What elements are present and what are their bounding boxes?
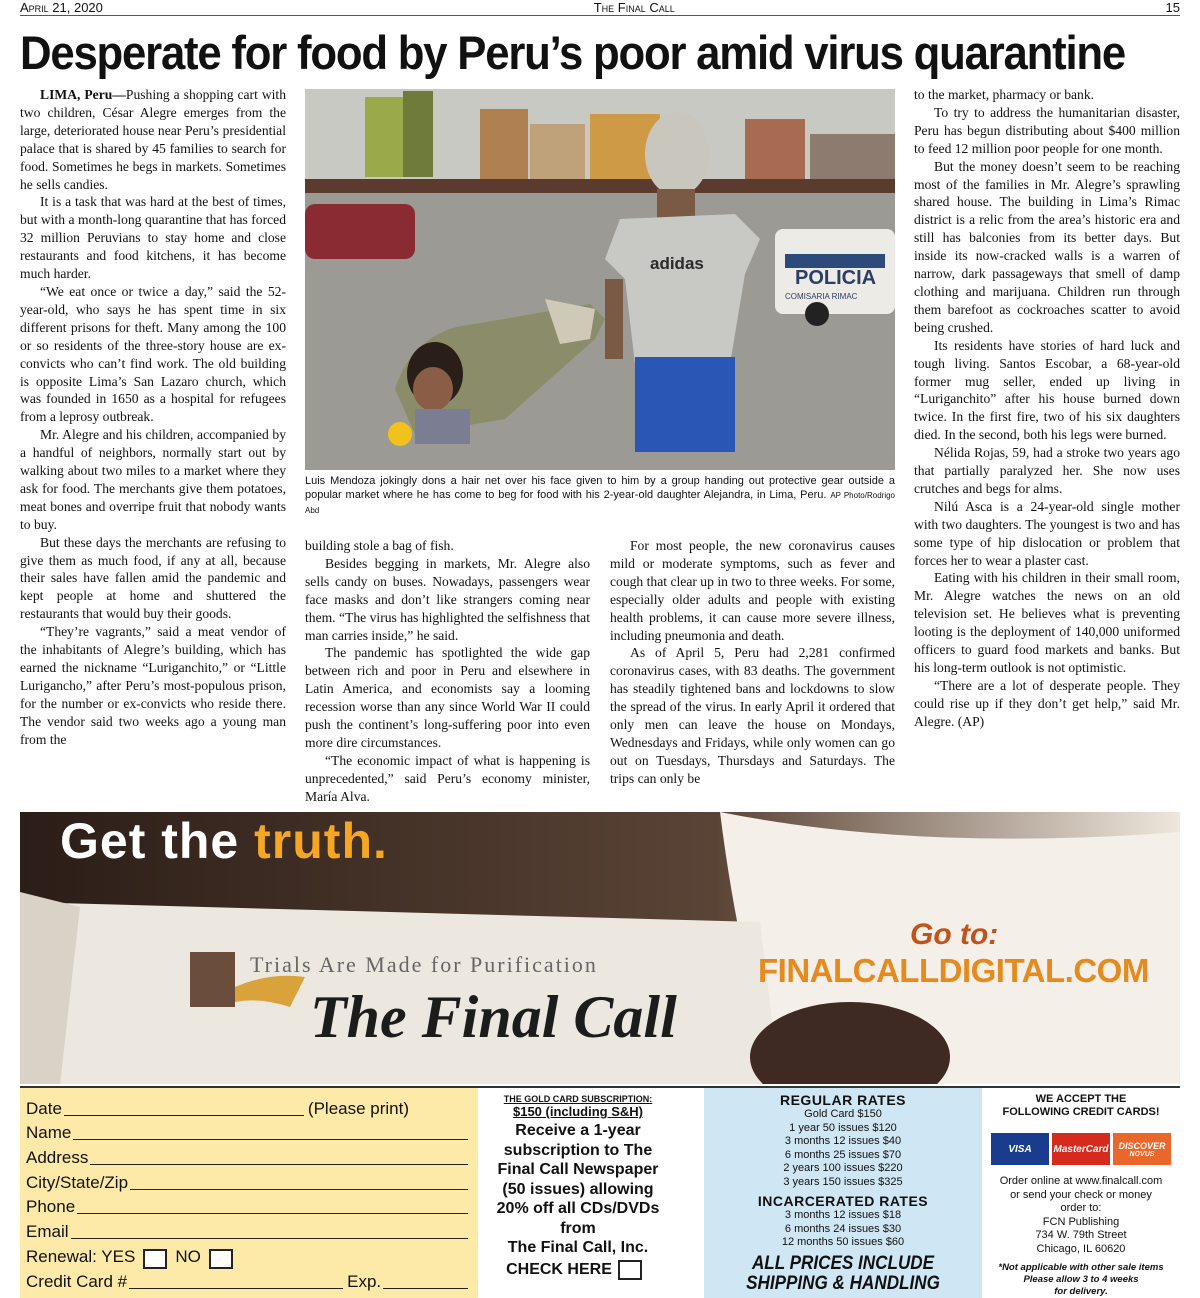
publication-name: The Final Call (593, 0, 675, 15)
list-line: or send your check or money (1010, 1188, 1152, 1201)
headline: Desperate for food by Peru’s poor amid virus quarantine (20, 26, 1126, 79)
exp-field[interactable] (383, 1288, 468, 1289)
article-paragraph: Eating with his children in their small room, Mr. Alegre watches the news on an old television set. He believes what is preventing looting is the deployment of 140,000 uniformed officers to guard food markets and banks. But his long-term outlook is not optimistic. (914, 570, 1180, 675)
photo-credit: AP Photo/Rodrigo Abd (305, 491, 895, 515)
date-row (26, 1096, 472, 1121)
date-label: Date (26, 1098, 62, 1118)
list-line: Receive a 1-year (515, 1122, 641, 1139)
renewal-yes-label: Renewal: YES (26, 1246, 136, 1266)
list-line: order to: (1060, 1202, 1102, 1214)
caption-text: Luis Mendoza jokingly dons a hair net over his face given to him by a group handing out protective gear outside a popular market where he has come to beg for food with his 2-year-old daughter Alejandra, in Lima, Peru. (305, 475, 895, 501)
ad-paper-headline: Trials Are Made for Purification (250, 952, 598, 977)
phone-field[interactable] (77, 1213, 468, 1214)
ad-goto: Go to: (910, 918, 999, 951)
gold-card-offer (478, 1088, 678, 1298)
city-row (26, 1170, 472, 1195)
credit-cards-heading (982, 1093, 1180, 1119)
article-column-2 (305, 537, 590, 807)
ad-title-orange: truth. (254, 813, 388, 869)
list-line: Gold Card $150 (804, 1108, 882, 1120)
article-paragraph: “They’re vagrants,” said a meat vendor of the inhabitants of Alegre’s building, which has earned the nickname “Luriganchito,” or “Little Lurigancho,” after Peru’s most-populous prison, for the number or ex-convicts who reside there. The vendor said two weeks ago a young man from the (20, 624, 286, 747)
credit-card-field[interactable] (129, 1288, 343, 1289)
news-photo (305, 89, 895, 470)
list-line: 6 months 25 issues $70 (784, 1148, 902, 1161)
all-prices-note (718, 1254, 968, 1294)
article-paragraph (20, 86, 286, 193)
subscription-ad-banner[interactable] (20, 812, 1180, 1084)
regular-rates-list (704, 1108, 982, 1189)
payment-info (982, 1088, 1180, 1298)
list-line: Please allow 3 to 4 weeks (1023, 1274, 1139, 1285)
list-line: 3 months 12 issues $40 (784, 1135, 902, 1147)
list-line: 1 year 50 issues $120 (789, 1121, 897, 1134)
renewal-yes-checkbox[interactable] (143, 1249, 167, 1269)
gold-card-description (478, 1121, 678, 1258)
visa-logo-icon: VISA (991, 1133, 1049, 1165)
page-number: 15 (1165, 0, 1180, 15)
gold-card-price: $150 (including S&H) (512, 1104, 644, 1119)
name-field[interactable] (73, 1139, 468, 1140)
photo-caption (305, 474, 895, 518)
phone-row (26, 1195, 472, 1220)
police-car-subtext: COMISARIA RIMAC (785, 292, 858, 301)
article-paragraph: “We eat once or twice a day,” said the 52-year-old, who says he has spent time in six different prisons for theft. Many among the 100 or so residents of the three-story house are ex-convicts who can’t find work. The old building is opposite Lima’s San Lazaro church, which was founded in 1650 as a hospital for refugees from a leprosy outbreak. (20, 283, 286, 425)
article-paragraph: Nélida Rojas, 59, had a stroke two years ago that partially paralyzed her. She now uses crutches and begs for alms. (914, 445, 1180, 496)
address-row (26, 1145, 472, 1170)
list-line: 3 months 12 issues $18 (784, 1209, 902, 1221)
list-line: subscription to The (503, 1141, 653, 1159)
address-label: Address (26, 1148, 89, 1168)
check-here-label: CHECK HERE (506, 1260, 612, 1278)
list-line: FCN Publishing (1042, 1215, 1120, 1228)
credit-card-row (26, 1269, 472, 1294)
shirt-brand-text: adidas (650, 254, 704, 273)
credit-card-logos (982, 1133, 1180, 1165)
gold-card-checkbox[interactable] (618, 1260, 642, 1280)
list-line: 3 years 150 issues $325 (783, 1175, 903, 1188)
list-line: 20% off all CDs/DVDs (496, 1200, 660, 1217)
article-paragraph: “The economic impact of what is happening is unprecedented,” said Peru’s economy minister, María Alva. (305, 752, 590, 804)
issue-date: April 21, 2020 (20, 0, 103, 15)
article-paragraph: To try to address the humanitarian disaster, Peru has begun distributing about $400 million to feed 12 million poor people for one month. (914, 104, 1180, 156)
date-field[interactable] (64, 1115, 304, 1116)
city-label: City/State/Zip (26, 1172, 129, 1192)
email-label: Email (26, 1222, 69, 1242)
regular-rates-heading: REGULAR RATES (779, 1092, 907, 1108)
dateline: LIMA, Peru— (40, 87, 126, 102)
phone-label: Phone (26, 1197, 76, 1217)
mastercard-logo-icon: MasterCard (1052, 1133, 1110, 1165)
article-paragraph: But these days the merchants are refusing to give them as much food, if any at all, because their sales have fallen amid the pandemic and kept people at home and shuttered the restaurants that would buy their goods. (20, 534, 286, 622)
article-paragraph: As of April 5, Peru had 2,281 confirmed coronavirus cases, with 83 deaths. The government has steadily tightened bans and lockdowns to slow the spread of the virus. In early April it ordered that only men can leave the house on Mondays, Wednesdays and Fridays, while only women can go out on Tuesdays, Thursdays and Saturdays. The trips can only be (610, 645, 895, 786)
list-line: 2 years 100 issues $220 (783, 1162, 903, 1174)
article-paragraph: But the money doesn’t seem to be reaching most of the families in Mr. Alegre’s sprawling shared house. The building in Lima’s Rimac district is a relic from the area’s historic era and still has balconies from its better days. But inside its now-cracked walls is a warren of narrow, dark passageways that smell of damp clothing and marijuana. Children run through them barefoot as cockroaches scatter to avoid being crushed. (914, 158, 1180, 335)
list-line: The Final Call, Inc. (507, 1239, 649, 1256)
list-line: 734 W. 79th Street (1035, 1229, 1127, 1241)
list-line: WE ACCEPT THE (1035, 1093, 1127, 1105)
city-field[interactable] (130, 1189, 468, 1190)
article-paragraph: “There are a lot of desperate people. They could rise up if they don’t get help,” said Mr. Alegre. (AP) (914, 677, 1180, 729)
name-row (26, 1121, 472, 1146)
page-header (20, 0, 1180, 16)
email-field[interactable] (71, 1238, 468, 1239)
photo-illustration (305, 89, 895, 470)
discover-logo-icon: DISCOVER NOVUS (1113, 1133, 1171, 1165)
article-paragraph: Nilú Asca is a 24-year-old single mother with two daughters. The youngest is two and has some type of hip dislocation or problem that forces her to wear a plaster cast. (914, 498, 1180, 568)
paragraph-text: to the market, pharmacy or bank. (914, 87, 1095, 102)
incarcerated-rates-heading: INCARCERATED RATES (757, 1193, 929, 1209)
incarcerated-rates-list (704, 1209, 982, 1250)
article-paragraph (305, 537, 590, 555)
paragraph-text: building stole a bag of fish. (305, 538, 454, 553)
article-paragraph: For most people, the new coronavirus causes mild or moderate symptoms, such as fever and cough that clear up in two to three weeks. For some, especially older adults and people with existing health problems, it can cause more severe illness, including pneumonia and death. (610, 538, 895, 643)
ad-title-white: Get the (60, 813, 255, 869)
exp-label: Exp. (347, 1271, 382, 1291)
list-line: 12 months 50 issues $60 (781, 1236, 905, 1248)
renewal-no-checkbox[interactable] (209, 1249, 233, 1269)
article-paragraph: The pandemic has spotlighted the wide gap between rich and poor in Peru and elsewhere in Latin America, and economists say a looming recession worse than any since World War II could push the continent’s long-suffering poor into even more dire circumstances. (305, 645, 590, 750)
email-row (26, 1219, 472, 1244)
list-line: Order online at www.finalcall.com (999, 1175, 1163, 1187)
renewal-no-label: NO (175, 1246, 201, 1266)
ad-title (60, 812, 388, 870)
list-line: for delivery. (1054, 1286, 1108, 1297)
list-line: (50 issues) allowing (502, 1180, 654, 1198)
police-car-text: POLICIA (795, 267, 877, 289)
subscriber-info-fields (20, 1088, 478, 1298)
renewal-row (26, 1244, 472, 1269)
please-print-label: (Please print) (307, 1098, 410, 1118)
article-paragraph: Its residents have stories of hard luck and tough living. Santos Escobar, a 68-year-old former mug seller, ended up living in “Luriganchito” after his house burned down twice. In the first fire, two of his six daughters died. In the second, both his legs were burned. (914, 337, 1180, 443)
list-line: FOLLOWING CREDIT CARDS! (1002, 1106, 1160, 1118)
list-line: Chicago, IL 60620 (1036, 1242, 1126, 1255)
list-line: 6 months 24 issues $30 (784, 1222, 902, 1235)
check-here-row (478, 1260, 678, 1280)
subscription-form (20, 1086, 1180, 1298)
address-field[interactable] (90, 1164, 468, 1165)
article-column-1 (20, 86, 286, 808)
article-paragraph (914, 86, 1180, 104)
order-address (982, 1175, 1180, 1256)
gold-card-heading: THE GOLD CARD SUBSCRIPTION: (503, 1094, 653, 1104)
article-paragraph: It is a task that was hard at the best of times, but with a month-long quarantine that has forced 32 million Peruvians to stay home and close restaurants and food kitchens, it has become much harder. (20, 194, 286, 282)
list-line: from (560, 1219, 596, 1237)
article-paragraph: Mr. Alegre and his children, accompanied by a handful of neighbors, normally start out by walking about two miles to a market where they ask for food. The merchants give them potatoes, meat bones and overripe fruit that nobody wants to buy. (20, 427, 286, 532)
ad-url-link[interactable]: FINALCALLDIGITAL.COM (758, 952, 1149, 989)
list-line: ALL PRICES INCLUDE (751, 1252, 935, 1274)
article-column-3 (610, 537, 895, 807)
ad-paper-masthead: The Final Call (310, 984, 677, 1050)
list-line: Final Call Newspaper (497, 1161, 659, 1178)
name-label: Name (26, 1123, 72, 1143)
list-line: *Not applicable with other sale items (998, 1262, 1164, 1273)
list-line: SHIPPING & HANDLING (746, 1272, 940, 1294)
article-column-4 (914, 86, 1180, 808)
paragraph-text: Pushing a shopping cart with two children, César Alegre emerges from the large, deteriorated house near Peru’s presidential palace that is shared by 45 families to search for food. Sometimes he begs in markets. Sometimes he sells candies. (20, 87, 286, 192)
credit-card-label: Credit Card # (26, 1271, 128, 1291)
delivery-note (982, 1262, 1180, 1298)
rates-panel (704, 1088, 982, 1298)
article-paragraph: Besides begging in markets, Mr. Alegre also sells candy on buses. Nowadays, passengers wear face masks and don’t like strangers coming near them. “The virus has highlighted the selfishness that man carries inside,” he said. (305, 555, 590, 643)
